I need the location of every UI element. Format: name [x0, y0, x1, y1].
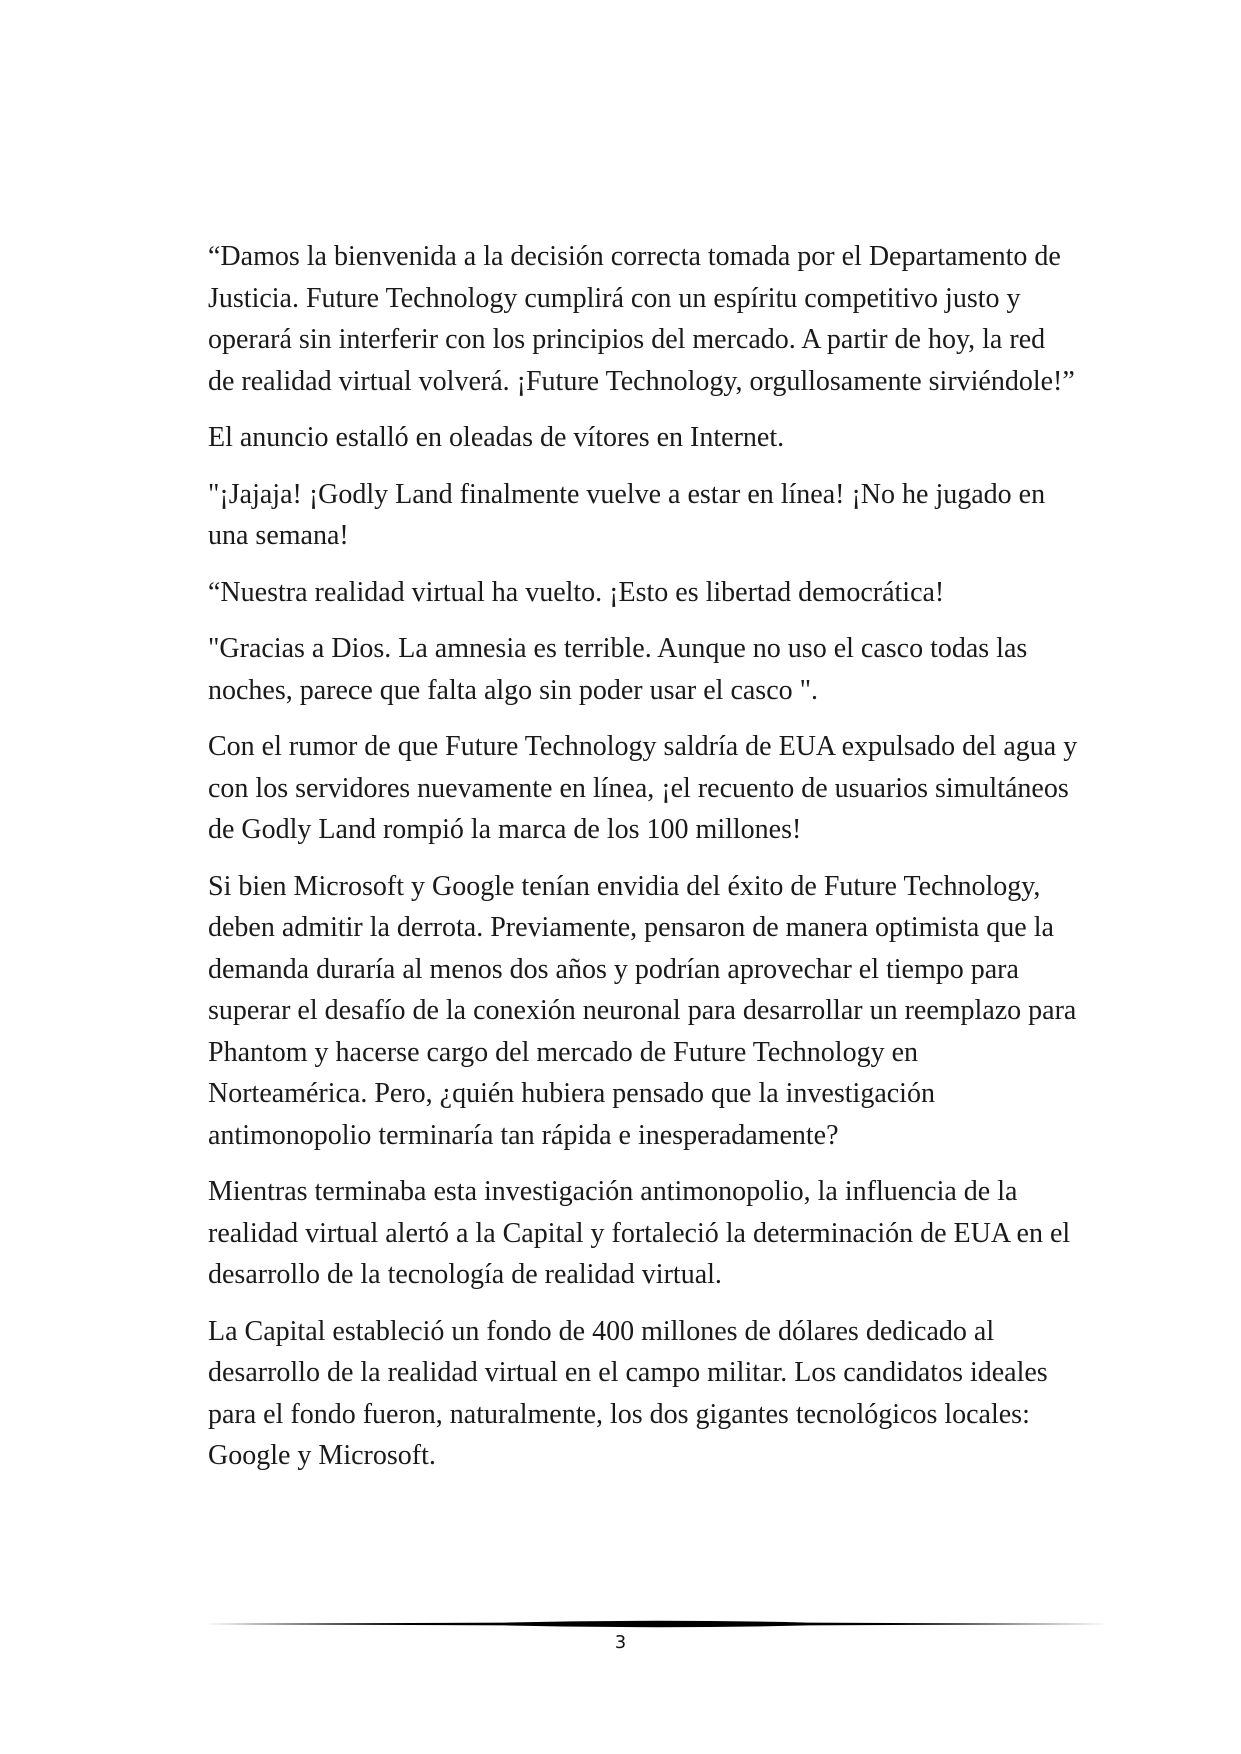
paragraph-3: "¡Jajaja! ¡Godly Land finalmente vuelve a estar en línea! ¡No he jugado en una semana! [208, 478, 1046, 551]
paragraph-7: Si bien Microsoft y Google tenían envidia del éxito de Future Technology, deben admitir la derrota. Previamente, pensaron de manera optimista que la demanda duraría al menos dos años y podrían aprovechar el tiempo para superar el desafío de la conexión neuronal para desarrollar un reemplazo para Phantom y hacerse cargo del mercado de Future Technology en Norteamérica. Pero, ¿quién hubiera pensado que la investigación antimonopolio terminaría tan rápida e inesperadamente? [208, 870, 1077, 1151]
paragraph-6: Con el rumor de que Future Technology saldría de EUA expulsado del agua y con los servidores nuevamente en línea, ¡el recuento de usuarios simultáneos de Godly Land rompió la marca de los 100 millones! [208, 731, 1078, 845]
paragraph-1: “Damos la bienvenida a la decisión correcta tomada por el Departamento de Justicia. Future Technology cumplirá con un espíritu competitivo justo y operará sin interferir con los principios del mercado. A partir de hoy, la red de realidad virtual volverá. ¡Future Technology, orgullosamente sirviéndole!” [208, 241, 1075, 397]
body-text [208, 236, 1078, 1492]
paragraph-8: Mientras terminaba esta investigación antimonopolio, la influencia de la realidad virtual alertó a la Capital y fortaleció la determinación de EUA en el desarrollo de la tecnología de realidad virtual. [208, 1176, 1071, 1290]
footer-divider [206, 1618, 1108, 1630]
paragraph-9: La Capital estableció un fondo de 400 millones de dólares dedicado al desarrollo de la realidad virtual en el campo militar. Los candidatos ideales para el fondo fueron, naturalmente, los dos gigantes tecnológicos locales: Google y Microsoft. [208, 1315, 1048, 1471]
paragraph-5: "Gracias a Dios. La amnesia es terrible. Aunque no uso el casco todas las noches, parece que falta algo sin poder usar el casco ". [208, 633, 1028, 706]
paragraph-4: “Nuestra realidad virtual ha vuelto. ¡Esto es libertad democrática! [208, 576, 945, 608]
page-number: 3 [614, 1632, 627, 1653]
paragraph-2: El anuncio estalló en oleadas de vítores en Internet. [208, 422, 785, 453]
